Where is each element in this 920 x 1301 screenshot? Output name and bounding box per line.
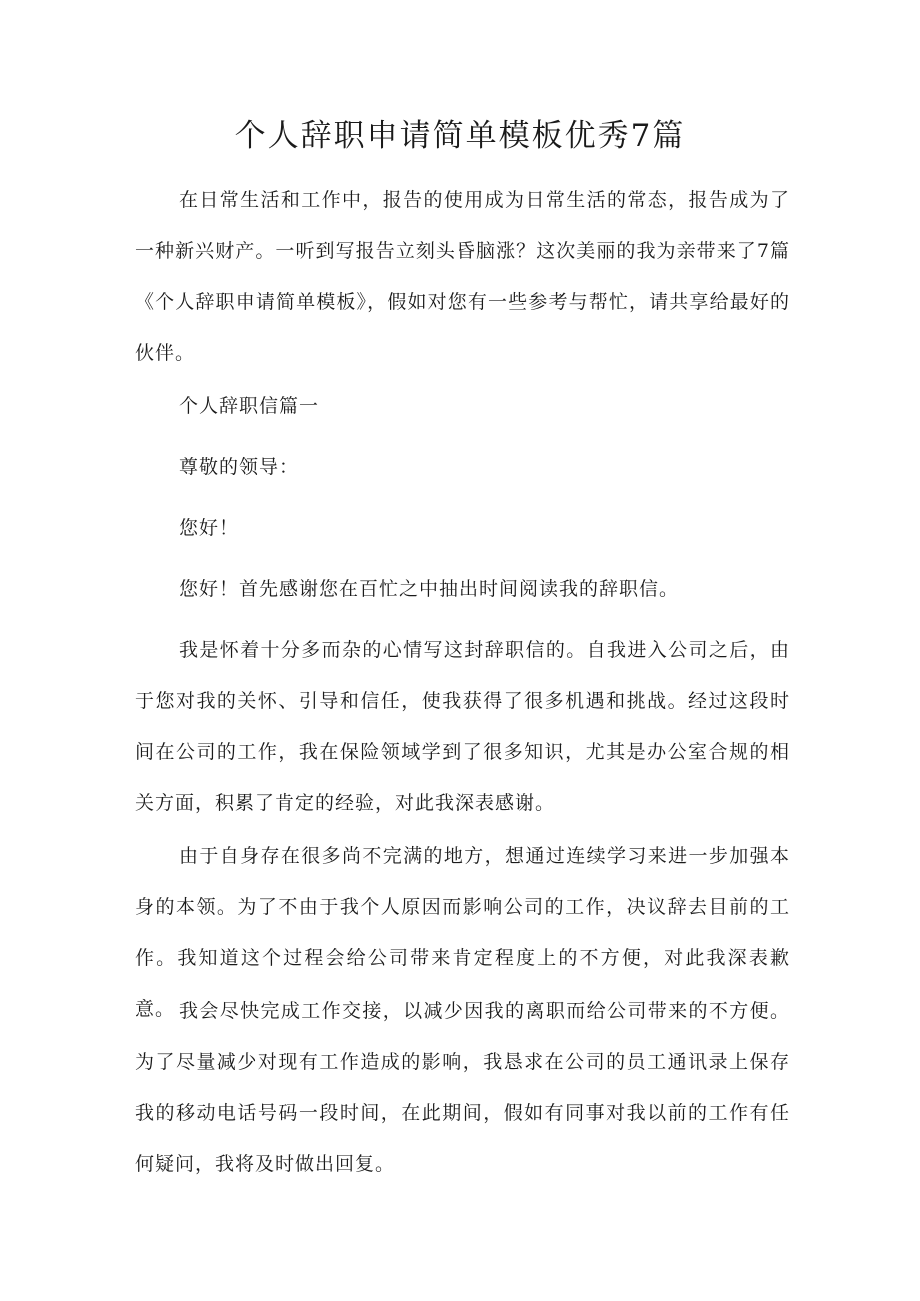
body-paragraph-3: 由于自身存在很多尚不完满的地方，想通过连续学习来进一步加强本身的本领。为了不由于我个人原因而影响公司的工作，决议辞去目前的工作。我知道这个过程会给公司带来肯定程度上的不方便，对此我深表歉意。 — [135, 845, 790, 1020]
body-paragraph-2: 我是怀着十分多而杂的心情写这封辞职信的。自我进入公司之后，由于您对我的关怀、引导和信任，使我获得了很多机遇和挑战。经过这段时间在公司的工作，我在保险领域学到了很多知识，尤其是办公室合规的相关方面，积累了肯定的经验，对此我深表感谢。 — [135, 639, 790, 814]
section-heading: 个人辞职信篇一 — [179, 395, 320, 417]
intro-paragraph: 在日常生活和工作中，报告的使用成为日常生活的常态，报告成为了一种新兴财产。一听到写报告立刻头昏脑涨？这次美丽的我为亲带来了7篇《个人辞职申请简单模板》，假如对您有一些参考与帮忙，请共享给最好的伙伴。 — [135, 189, 790, 364]
body-paragraph-4: 我会尽快完成工作交接，以减少因我的离职而给公司带来的不方便。为了尽量减少对现有工作造成的影响，我恳求在公司的员工通讯录上保存我的移动电话号码一段时间，在此期间，假如有同事对我以前的工作有任何疑问，我将及时做出回复。 — [135, 1000, 790, 1175]
greeting: 您好！ — [179, 517, 240, 539]
body-paragraph-1: 您好！首先感谢您在百忙之中抽出时间阅读我的辞职信。 — [179, 578, 680, 600]
document-title: 个人辞职申请简单模板优秀7篇 — [234, 118, 686, 154]
salutation: 尊敬的领导： — [179, 456, 300, 478]
